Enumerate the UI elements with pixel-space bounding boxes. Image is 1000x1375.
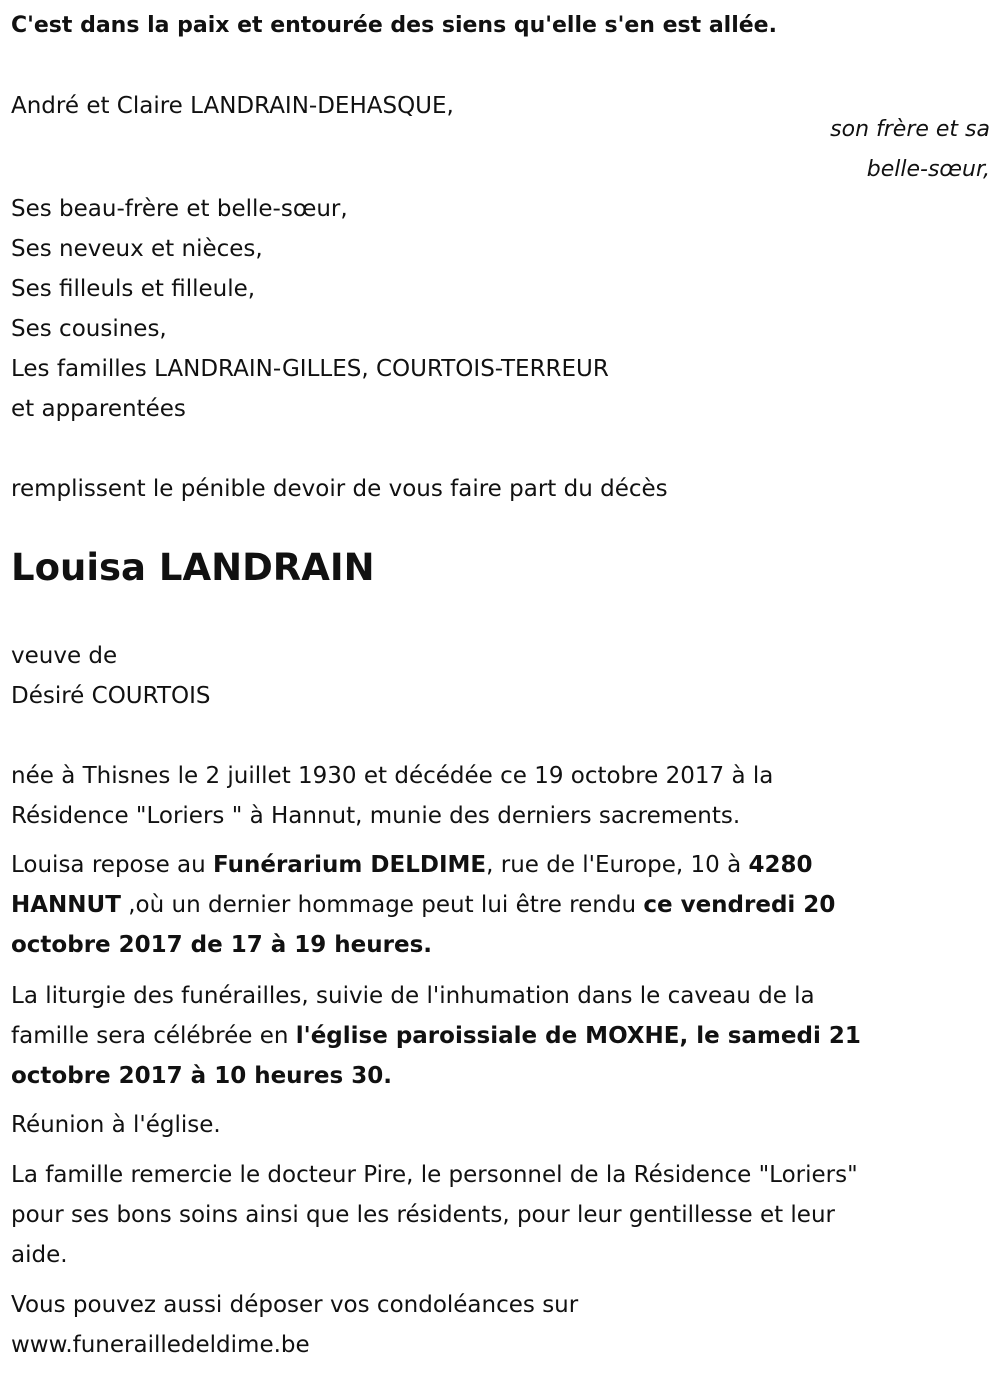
liturgy-info (11, 976, 990, 1096)
birth-death-info (11, 756, 990, 836)
widow-of (11, 636, 990, 716)
visiting-time: octobre 2017 de 17 à 19 heures. (11, 932, 433, 958)
relative-line: et apparentées (11, 396, 186, 422)
relation-line-2: belle-sœur, (866, 157, 990, 182)
relative-line: Ses beau-frère et belle-sœur, (11, 196, 348, 222)
deceased-name: Louisa LANDRAIN (11, 546, 375, 589)
thanks-line-3: aide. (11, 1242, 68, 1268)
liturgy-line-1: La liturgie des funérailles, suivie de l'inhumation dans le caveau de la (11, 983, 815, 1009)
thanks-paragraph (11, 1155, 990, 1275)
first-family: André et Claire LANDRAIN-DEHASQUE, (11, 93, 454, 119)
first-family-relation (830, 110, 990, 190)
condolences-text: Vous pouvez aussi déposer vos condoléances sur (11, 1292, 579, 1318)
funerarium-hommage: ,où un dernier hommage peut lui être rendu (120, 892, 644, 918)
condolences-website-link[interactable]: www.funerailledeldime.be (11, 1332, 310, 1358)
visiting-day: ce vendredi 20 (643, 892, 836, 918)
condolences-info (11, 1285, 990, 1365)
spouse-name: Désiré COURTOIS (11, 683, 211, 709)
liturgy-text: famille sera célébrée en (11, 1023, 296, 1049)
funerarium-text: Louisa repose au (11, 852, 214, 878)
ceremony-time: octobre 2017 à 10 heures 30. (11, 1063, 392, 1089)
thanks-line-1: La famille remercie le docteur Pire, le personnel de la Résidence "Loriers" (11, 1162, 858, 1188)
relatives-list (11, 189, 990, 429)
thanks-line-2: pour ses bons soins ainsi que les résidents, pour leur gentillesse et leur (11, 1202, 835, 1228)
relative-line: Ses cousines, (11, 316, 167, 342)
funerarium-name: Funérarium DELDIME (213, 852, 487, 878)
relative-line: Les familles LANDRAIN-GILLES, COURTOIS-TERREUR (11, 356, 609, 382)
funerarium-info (11, 845, 990, 965)
birth-death-line-1: née à Thisnes le 2 juillet 1930 et décédée ce 19 octobre 2017 à la (11, 763, 774, 789)
meeting-info: Réunion à l'église. (11, 1112, 221, 1138)
widow-label: veuve de (11, 643, 118, 669)
funerarium-address: , rue de l'Europe, 10 à (486, 852, 749, 878)
birth-death-line-2: Résidence "Loriers " à Hannut, munie des derniers sacrements. (11, 803, 741, 829)
relation-line-1: son frère et sa (830, 117, 990, 142)
funerarium-city: HANNUT (11, 892, 121, 918)
announcement: remplissent le pénible devoir de vous faire part du décès (11, 476, 668, 502)
church-and-date: l'église paroissiale de MOXHE, le samedi 21 (295, 1023, 861, 1049)
opening-quote: C'est dans la paix et entourée des siens qu'elle s'en est allée. (11, 13, 777, 38)
funerarium-postcode: 4280 (748, 852, 813, 878)
relative-line: Ses neveux et nièces, (11, 236, 263, 262)
relative-line: Ses filleuls et filleule, (11, 276, 256, 302)
